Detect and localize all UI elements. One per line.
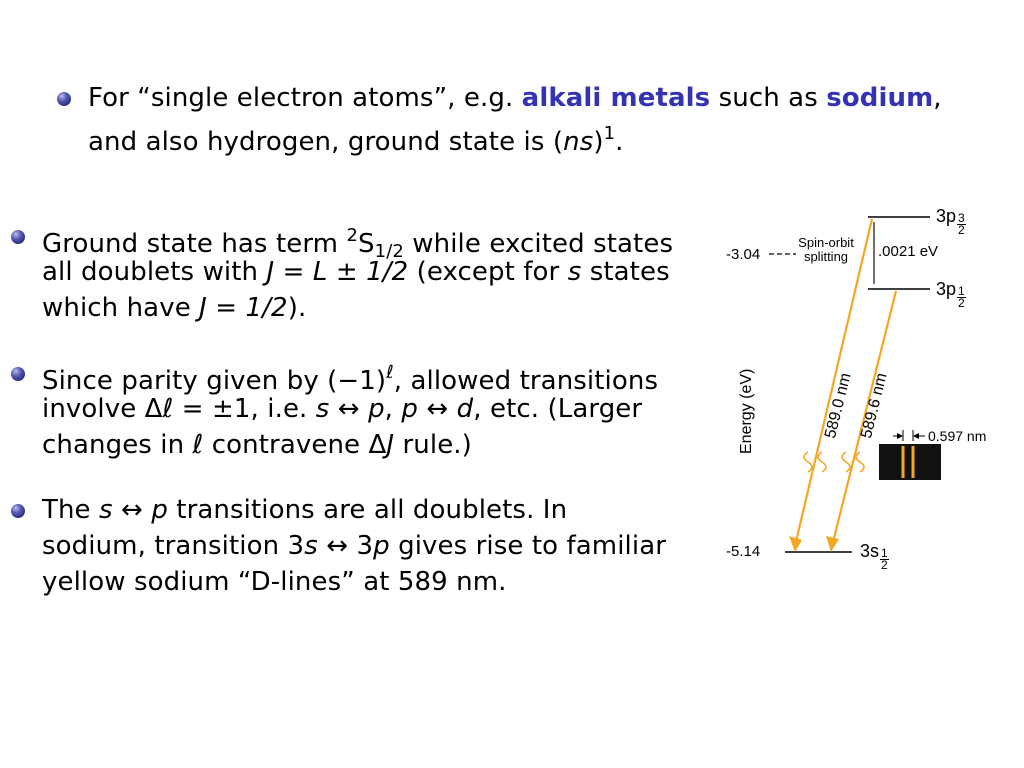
sep-arrowhead-left	[897, 433, 903, 439]
energy-axis-label: Energy (eV)	[738, 368, 755, 454]
transition-589-6-arrowhead	[826, 536, 839, 552]
transition-589-0-arrowhead	[789, 536, 802, 552]
bullet3-line-3: yellow sodium “D-lines” at 589 nm.	[42, 567, 507, 597]
highlight-alkali-metals: alkali metals	[521, 83, 711, 113]
spin-orbit-label: Spin-orbit splitting	[798, 235, 854, 264]
bullet1-line-1: Ground state has term $^2S_{1/2}$ while excited states	[42, 225, 674, 262]
splitting-energy-label: .0021 eV	[878, 243, 939, 260]
wavelength-589-6-label: 589.6 nm	[858, 371, 891, 441]
transition-589-0-line	[795, 219, 872, 546]
highlight-sodium: sodium	[826, 83, 934, 113]
intro-line-1: For “single electron atoms”, e.g. alkali metals such as sodium,	[88, 83, 942, 113]
intro-line-2: and also hydrogen, ground state is (ns)$^1$.	[88, 123, 624, 157]
level-3s12-label: 3s $\frac{1}{2}$	[860, 541, 888, 572]
bullet2-line-2: involve Δℓ = ±1, i.e. s ↔ p, p ↔ d, etc. (Larger	[42, 394, 643, 424]
level-upper-value: -3.04	[726, 246, 761, 263]
level-3p32-label: 3p $\frac{3}{2}$	[936, 206, 965, 237]
bullet3-line-2: sodium, transition 3s ↔ 3p gives rise to familiar	[42, 531, 667, 561]
level-ground-value: -5.14	[726, 543, 761, 560]
bullet3-line-1: The s ↔ p transitions are all doublets. In	[42, 495, 568, 525]
spectrum-box	[879, 444, 941, 480]
level-3p12-label: 3p $\frac{1}{2}$	[936, 279, 965, 310]
spectrum-separation-label: 0.597 nm	[928, 428, 987, 444]
sep-arrowhead-right	[913, 433, 919, 439]
bullet1-line-2: all doublets with J = L ± 1/2 (except for s states	[42, 257, 670, 287]
bullet1-line-3: which have J = 1/2).	[42, 293, 307, 323]
bullet2-line-1: Since parity given by $(-1)^\ell$, allowed transitions	[42, 362, 659, 396]
bullet2-line-3: changes in ℓ contravene ΔJ rule.)	[42, 430, 472, 460]
wavelength-589-0-label: 589.0 nm	[822, 371, 855, 441]
